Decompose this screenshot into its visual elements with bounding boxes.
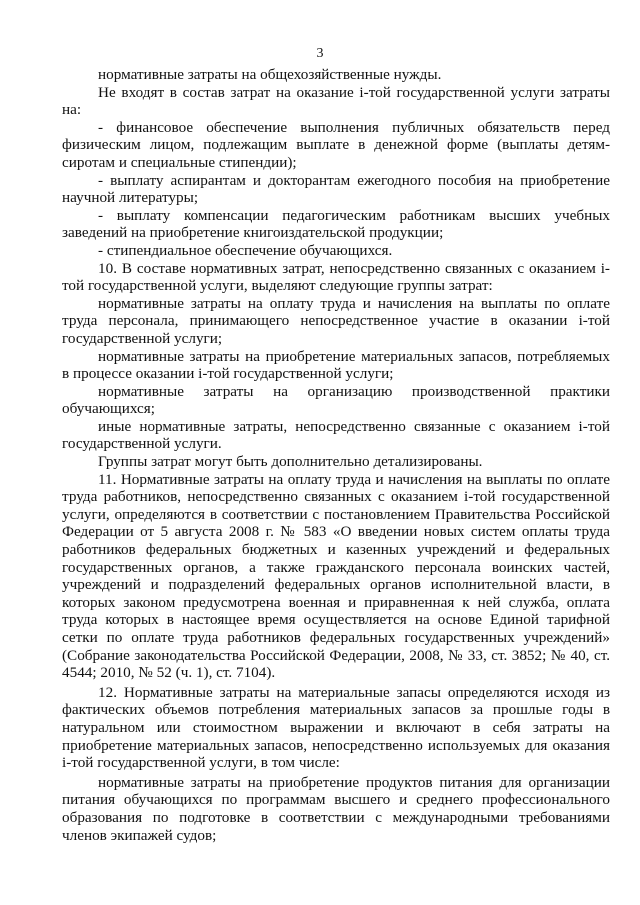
list-item-public-obligations: - финансовое обеспечение выполнения публичных обязательств перед физическим лицом, подлежащим выплате в денежной форме (выплаты детям-сиротам и специальные стипендии); bbox=[62, 118, 610, 171]
list-item-teacher-compensation: - выплату компенсации педагогическим работникам высших учебных заведений на приобретение книгоиздательской продукции; bbox=[62, 206, 610, 242]
paragraph-material-costs-group: нормативные затраты на приобретение материальных запасов, потребляемых в процессе оказании i-той государственной услуги; bbox=[62, 347, 610, 383]
paragraph-general-costs: нормативные затраты на общехозяйственные нужды. bbox=[98, 66, 442, 83]
paragraph-other-costs-group: иные нормативные затраты, непосредственно связанные с оказанием i-той государственной услуги. bbox=[62, 417, 610, 453]
paragraph-groups-detail: Группы затрат могут быть дополнительно детализированы. bbox=[98, 453, 483, 471]
paragraph-section-10: 10. В составе нормативных затрат, непосредственно связанных с оказанием i-той государственной услуги, выделяют следующие группы затрат: bbox=[62, 259, 610, 295]
list-item-stipends: - стипендиальное обеспечение обучающихся. bbox=[98, 241, 393, 259]
page-number: 3 bbox=[316, 46, 324, 61]
paragraph-food-costs: нормативные затраты на приобретение продуктов питания для организации питания обучающихся по программам высшего и среднего профессионального образования по подготовке в соответствии с международными требованиями членов экипажей судов; bbox=[62, 773, 610, 844]
list-item-postgraduate-allowance: - выплату аспирантам и докторантам ежегодного пособия на приобретение научной литературы; bbox=[62, 171, 610, 207]
paragraph-excluded-costs-intro: Не входят в состав затрат на оказание i-той государственной услуги затраты на: bbox=[62, 83, 610, 119]
document-body bbox=[62, 66, 610, 844]
paragraph-practice-costs-group: нормативные затраты на организацию производственной практики обучающихся; bbox=[62, 382, 610, 418]
paragraph-section-12: 12. Нормативные затраты на материальные запасы определяются исходя из фактических объемов потребления материальных запасов за прошлые годы в натуральном или стоимостном выражении и включают в себя затраты на приобретение материальных запасов, непосредственно используемых для оказания i-той государственной услуги, в том числе: bbox=[62, 683, 610, 772]
paragraph-section-11: 11. Нормативные затраты на оплату труда и начисления на выплаты по оплате труда работников, непосредственно связанных с оказанием i-той государственной услуги, определяются в соответствии с постановлением Правительства Российской Федерации от 5 августа 2008 г. № 583 «О введении новых систем оплаты труда работников федеральных бюджетных и казенных учреждений и федеральных государственных органов, а также гражданского персонала воинских частей, учреждений и подразделений федеральных органов исполнительной власти, в которых законом предусмотрена военная и приравненная к ней служба, оплата труда которых в настоящее время осуществляется на основе Единой тарифной сетки по оплате труда работников федеральных государственных учреждений» (Собрание законодательства Российской Федерации, 2008, № 33, ст. 3852; № 40, ст. 4544; 2010, № 52 (ч. 1), ст. 7104). bbox=[62, 470, 610, 682]
paragraph-labor-costs-group: нормативные затраты на оплату труда и начисления на выплаты по оплате труда персонала, принимающего непосредственное участие в оказании i-той государственной услуги; bbox=[62, 294, 610, 347]
